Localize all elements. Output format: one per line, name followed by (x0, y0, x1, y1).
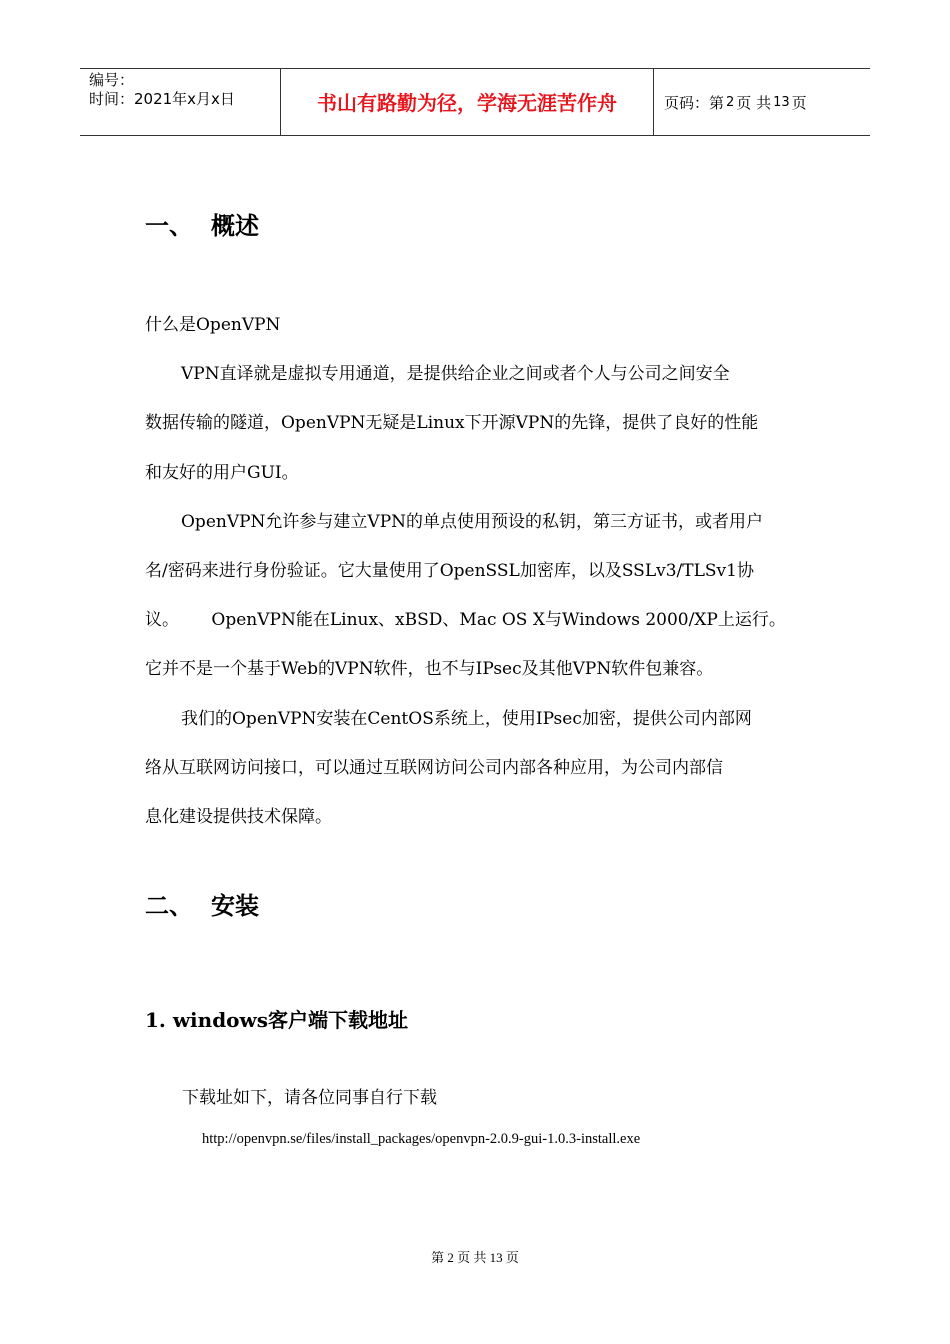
page-suffix: 页 (791, 93, 807, 112)
paragraph-line: 它并不是一个基于Web的VPN软件，也不与IPsec及其他VPN软件包兼容。 (145, 659, 714, 680)
subsection-heading: 1. windows客户端下载地址 (145, 1008, 408, 1032)
section-number: 一、 (145, 212, 193, 240)
paragraph-line: 名/密码来进行身份验证。它大量使用了OpenSSL加密库，以及SSLv3/TLSv1协 (145, 561, 754, 582)
page-mid: 页 共 (736, 93, 772, 112)
section-title: 概述 (211, 212, 259, 240)
page-footer: 第 2 页 共 13 页 (431, 1250, 519, 1265)
document-header (80, 68, 870, 136)
download-intro: 下载址如下，请各位同事自行下载 (182, 1088, 437, 1108)
paragraph-line: 络从互联网访问接口，可以通过互联网访问公司内部各种应用，为公司内部信 (145, 757, 723, 778)
paragraph-line: 数据传输的隧道，OpenVPN无疑是Linux下开源VPN的先锋，提供了良好的性能 (145, 413, 759, 434)
paragraph-line: VPN直译就是虚拟专用通道，是提供给企业之间或者个人与公司之间安全 (181, 364, 730, 385)
overview-body (145, 301, 810, 842)
section-number: 二、 (145, 892, 193, 920)
header-page-info (654, 69, 870, 135)
paragraph-line: 和友好的用户GUI。 (145, 462, 299, 483)
section-heading-install (145, 886, 259, 921)
header-motto: 书山有路勤为径，学海无涯苦作舟 (281, 69, 654, 135)
overview-lead: 什么是OpenVPN (145, 315, 281, 335)
header-meta (80, 69, 281, 135)
paragraph-line: OpenVPN允许参与建立VPN的单点使用预设的私钥，第三方证书，或者用户 (181, 511, 764, 532)
paragraph-line: 息化建设提供技术保障。 (145, 807, 332, 828)
page-total: 13 (773, 94, 790, 110)
section-title: 安装 (211, 892, 259, 920)
document-time-label: 时间：2021年x月x日 (89, 90, 235, 108)
section-heading-overview (145, 206, 259, 241)
page-prefix: 页码：第 (664, 93, 725, 112)
paragraph-line: 议。 OpenVPN能在Linux、xBSD、Mac OS X与Windows 2000/XP上运行。 (145, 610, 786, 631)
page-current: 2 (726, 94, 735, 110)
download-link[interactable]: http://openvpn.se/files/install_packages/openvpn-2.0.9-gui-1.0.3-install.exe (202, 1131, 641, 1147)
document-number-label: 编号： (89, 71, 135, 89)
paragraph-line: 我们的OpenVPN安装在CentOS系统上，使用IPsec加密，提供公司内部网 (181, 708, 752, 729)
